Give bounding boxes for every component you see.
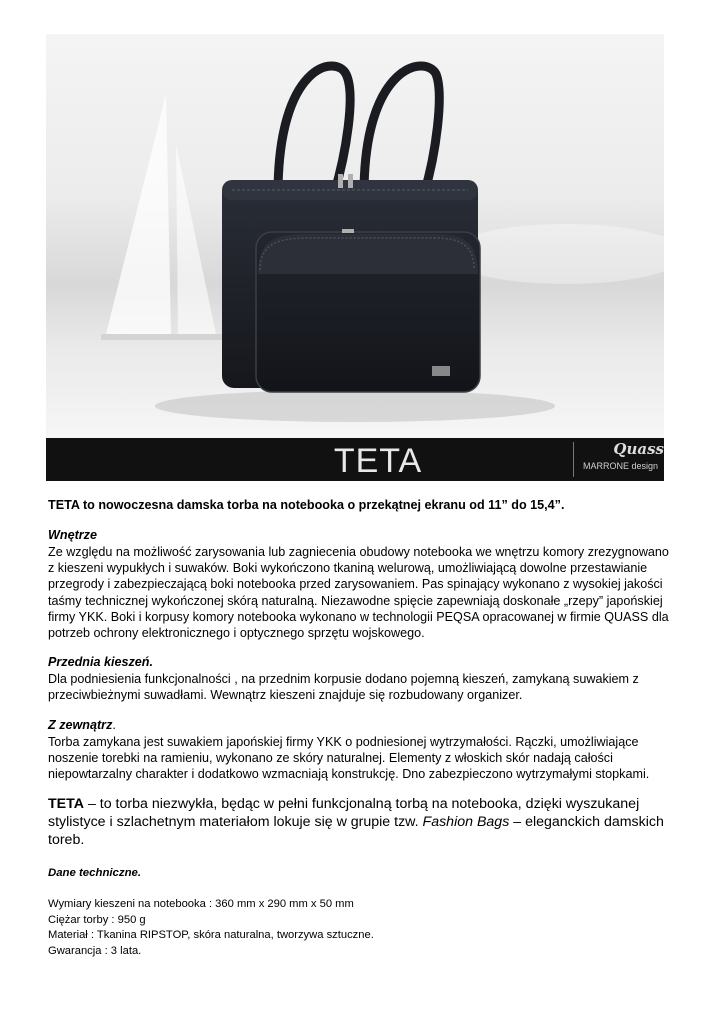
section-front-pocket [48, 654, 678, 703]
summary-part1: – to torba niezwykła, będąc w pełni funkcjonalną torbą na notebooka, dzięki wyszukanej stylistyce i szlachetnym materiałom lokuje się w grupie tzw. [48, 796, 640, 831]
section-heading-text: Z zewnątrz [48, 717, 113, 732]
banner-divider [573, 442, 574, 477]
section-heading: Przednia kieszeń. [48, 655, 153, 670]
sail-icon [106, 94, 171, 334]
summary-part2: – eleganckich damskich toreb. [48, 814, 664, 849]
spec-list [48, 897, 678, 959]
spec-item: Ciężar torby : 950 g [48, 913, 146, 926]
section-text: Dla podniesienia funkcjonalności , na przednim korpusie dodano pojemną kieszeń, zamykaną suwakiem z przeciwbieżnymi suwadłami. Wewnątrz kieszeni znajduje się rozbudowany organizer. [48, 672, 639, 703]
summary-bold: TETA [48, 796, 84, 813]
spec-item: Wymiary kieszeni na notebooka : 360 mm x 290 mm x 50 mm [48, 898, 354, 911]
summary-italic: Fashion Bags [422, 814, 510, 831]
section-heading: Wnętrze [48, 528, 97, 542]
spec-item: Materiał : Tkanina RIPSTOP, skóra naturalna, tworzywa sztuczne. [48, 929, 374, 942]
section-interior [48, 527, 678, 641]
product-photo [46, 34, 664, 438]
section-text: Ze względu na możliwość zarysowania lub zagniecenia obudowy notebooka we wnętrzu komory zrezygnowano z kieszeni wypukłych i suwaków. Boki wykończono tkaniną welurową, umożliwiającą dowolne przestawianie przegrody i zabezpieczającą boki notebooka przed zarysowaniem. Pas spinający wykonano z wysokiej jakości taśmy technicznej wykończonej skórą naturalną. Niezawodne spięcie zapewniają doskonałe „rzepy” japońskiej firmy YKK. Boki i korpusy komory notebooka wykonano w technologii PEQSA opracowanej w firmie QUASS dla potrzeb ochrony elektronicznego i optycznego sprzętu wojskowego. [48, 545, 669, 641]
product-title: TETA [333, 442, 423, 480]
section-text: Torba zamykana jest suwakiem japońskiej firmy YKK o podniesionej wytrzymałości. Rączki, umożliwiające noszenie torebki na ramieniu, wykonano ze skóry naturalnej. Elementy z włoskich skór nadają całości niepowtarzalny charakter i dodatkowo wzmacniają konstrukcję. Dno zabezpieczono wytrzymałymi stopkami. [48, 734, 650, 782]
intro-text: TETA to nowoczesna damska torba na notebooka o przekątnej ekranu od 11” do 15,4”. [48, 498, 565, 512]
product-description [48, 497, 678, 959]
brand-logo: Quass [613, 440, 664, 458]
section-heading [48, 717, 678, 734]
brand-subtitle: MARRONE design [582, 461, 658, 471]
tech-heading: Dane techniczne. [48, 867, 142, 880]
summary-text [48, 795, 678, 849]
bag-illustration [46, 34, 664, 438]
section-exterior [48, 717, 678, 783]
spec-item: Gwarancja : 3 lata. [48, 944, 142, 957]
title-banner [46, 438, 664, 481]
section-heading-suffix: . [112, 717, 116, 732]
brand-tag [432, 366, 450, 376]
